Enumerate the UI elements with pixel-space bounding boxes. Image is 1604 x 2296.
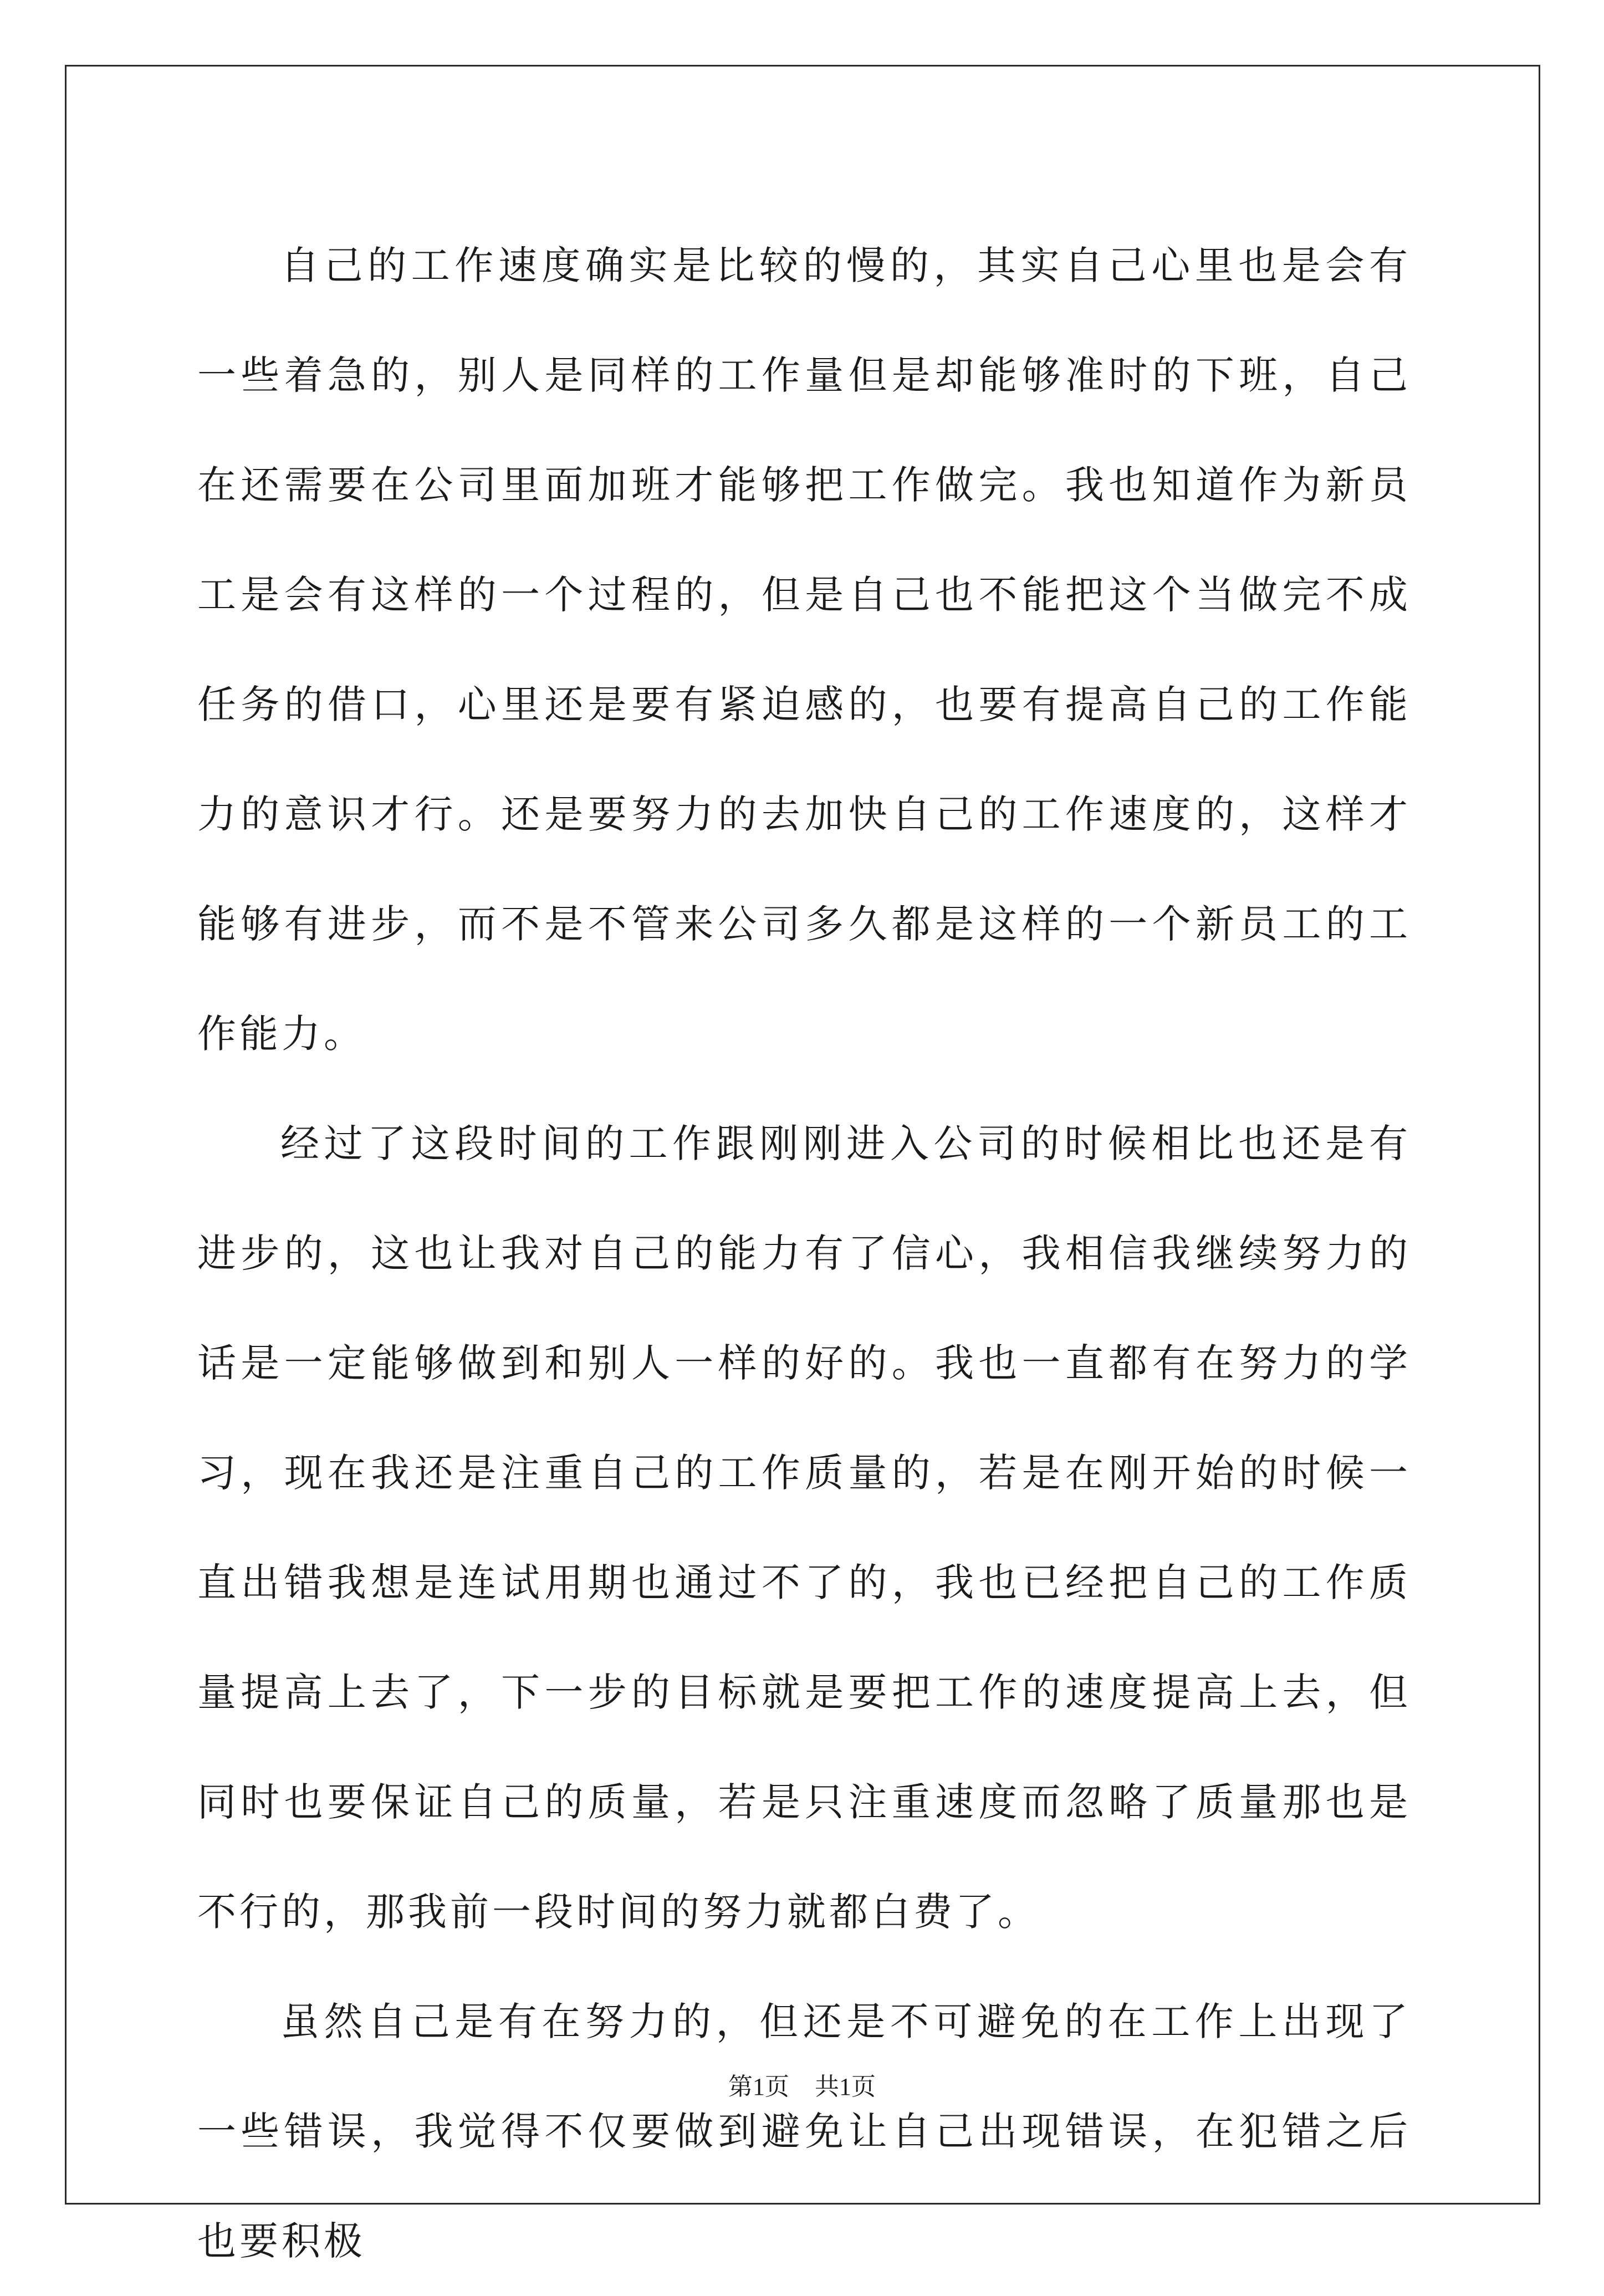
paragraph-2: 经过了这段时间的工作跟刚刚进入公司的时候相比也还是有进步的，这也让我对自己的能力有了信心，我相信我继续努力的话是一定能够做到和别人一样的好的。我也一直都有在努力的学习，现在我还是注重自己的工作质量的，若是在刚开始的时候一直出错我想是连试用期也通过不了的，我也已经把自己的工作质量提高上去了，下一步的目标就是要把工作的速度提高上去，但同时也要保证自己的质量，若是只注重速度而忽略了质量那也是不行的，那我前一段时间的努力就都白费了。 <box>197 1121 1411 1935</box>
page-number-current: 第1页 <box>728 2073 789 2100</box>
paragraph-1: 自己的工作速度确实是比较的慢的，其实自己心里也是会有一些着急的，别人是同样的工作量但是却能够准时的下班，自己在还需要在公司里面加班才能够把工作做完。我也知道作为新员工是会有这样的一个过程的，但是自己也不能把这个当做完不成任务的借口，心里还是要有紧迫感的，也要有提高自己的工作能力的意识才行。还是要努力的去加快自己的工作速度的，这样才能够有进步，而不是不管来公司多久都是这样的一个新员工的工作能力。 <box>197 243 1411 1057</box>
paragraph-3: 虽然自己是有在努力的，但还是不可避免的在工作上出现了一些错误，我觉得不仅要做到避免让自己出现错误，在犯错之后也要积极 <box>197 1999 1411 2264</box>
document-body <box>197 211 1411 2296</box>
page-footer <box>0 2070 1604 2104</box>
page-number-total: 共1页 <box>815 2073 876 2100</box>
